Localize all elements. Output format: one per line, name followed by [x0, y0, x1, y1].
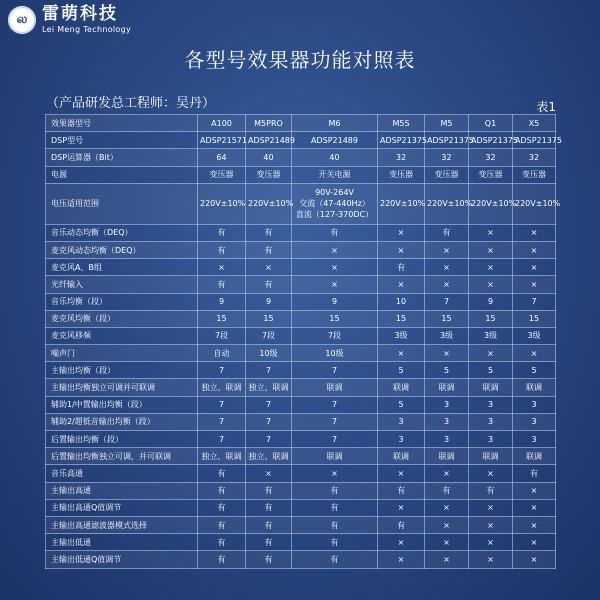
table-cell: ×: [469, 516, 513, 533]
table-cell: ×: [378, 345, 425, 362]
row-label: 主输出均衡（段）: [46, 362, 198, 379]
table-cell: 10级: [292, 345, 378, 362]
table-row: [46, 259, 556, 276]
table-cell: 有: [198, 224, 246, 241]
table-cell: 5: [425, 362, 469, 379]
table-cell: 开关电源: [292, 166, 378, 183]
table-cell: 32: [425, 149, 469, 166]
table-cell: ×: [513, 259, 556, 276]
table-cell: 有: [292, 516, 378, 533]
table-row: [46, 379, 556, 396]
table-cell: 联调: [513, 448, 556, 465]
table-row: [46, 465, 556, 482]
table-cell: ×: [513, 516, 556, 533]
table-cell: ×: [469, 465, 513, 482]
table-cell: ×: [513, 345, 556, 362]
table-row: [46, 499, 556, 516]
table-cell: 有: [246, 276, 292, 293]
table-cell: 15: [292, 310, 378, 327]
table-cell: 变压器: [378, 166, 425, 183]
table-cell: 7: [246, 396, 292, 413]
table-cell: 有: [378, 482, 425, 499]
table-row: [46, 431, 556, 448]
brand-name-cn: 雷萌科技: [42, 4, 118, 24]
table-cell: 有: [292, 499, 378, 516]
table-cell: ADSP21571: [198, 132, 246, 149]
table-cell: ×: [513, 534, 556, 551]
table-cell: X5: [513, 115, 556, 132]
table-row: [46, 362, 556, 379]
table-cell: 有: [246, 516, 292, 533]
table-row: [46, 293, 556, 310]
table-cell: 有: [246, 499, 292, 516]
table-cell: ×: [425, 241, 469, 258]
table-cell: ×: [469, 224, 513, 241]
table-cell: 15: [425, 310, 469, 327]
table-row: [46, 276, 556, 293]
table-cell: ×: [425, 259, 469, 276]
table-cell: 32: [469, 149, 513, 166]
table-cell: 联调: [378, 379, 425, 396]
table-cell: 有: [198, 534, 246, 551]
brand-logo: [8, 6, 131, 34]
table-cell: 联调: [425, 379, 469, 396]
table-cell: 3: [513, 413, 556, 430]
table-cell: ADSP21489: [246, 132, 292, 149]
table-cell: 自动: [198, 345, 246, 362]
table-cell: 7: [198, 431, 246, 448]
table-cell: ×: [292, 465, 378, 482]
table-cell: 联调: [469, 448, 513, 465]
table-cell: 5: [378, 362, 425, 379]
table-cell: 7: [246, 362, 292, 379]
table-cell: 3: [378, 431, 425, 448]
table-cell: 有: [425, 482, 469, 499]
row-label: 主输出高通: [46, 482, 198, 499]
table-cell: 7: [198, 396, 246, 413]
table-cell: 7: [292, 413, 378, 430]
table-row: [46, 413, 556, 430]
table-cell: 独立、联调: [198, 379, 246, 396]
table-cell: 5: [469, 362, 513, 379]
row-label: 电压适用范围: [46, 183, 198, 224]
table-cell: 变压器: [198, 166, 246, 183]
table-cell: ADSP21375: [378, 132, 425, 149]
table-cell: 40: [292, 149, 378, 166]
table-cell: ×: [378, 534, 425, 551]
row-label: 主输出均衡独立可调并可联调: [46, 379, 198, 396]
table-cell: 7: [246, 413, 292, 430]
table-cell: Q1: [469, 115, 513, 132]
table-cell: 220V±10%: [469, 183, 513, 224]
table-cell: 5: [513, 362, 556, 379]
row-label: DSP运算器（Bit）: [46, 149, 198, 166]
table-cell: 有: [246, 551, 292, 568]
table-cell: ADSP21375: [425, 132, 469, 149]
table-cell: ×: [513, 224, 556, 241]
table-cell: 联调: [513, 379, 556, 396]
table-cell: 9: [198, 293, 246, 310]
table-cell: ×: [513, 241, 556, 258]
page-title: 各型号效果器功能对照表: [184, 48, 416, 72]
table-cell: 有: [198, 516, 246, 533]
table-cell: ×: [292, 276, 378, 293]
table-cell: 5: [378, 396, 425, 413]
table-cell: ADSP21375: [469, 132, 513, 149]
table-cell: 3级: [469, 327, 513, 344]
table-cell: ×: [469, 259, 513, 276]
table-cell: 90V-264V 交流（47-440Hz） 直流（127-370DC）: [292, 183, 378, 224]
table-row: [46, 166, 556, 183]
row-label: 主输出高通Q值调节: [46, 499, 198, 516]
table-cell: 变压器: [513, 166, 556, 183]
table-cell: 3级: [378, 327, 425, 344]
table-cell: 40: [246, 149, 292, 166]
table-cell: 7: [198, 362, 246, 379]
table-cell: M5S: [378, 115, 425, 132]
table-row: [46, 482, 556, 499]
table-cell: 变压器: [469, 166, 513, 183]
row-label: 主输出高通滤波器模式选择: [46, 516, 198, 533]
table-cell: ×: [513, 499, 556, 516]
table-cell: ×: [246, 259, 292, 276]
brand-name-en: Lei Meng Technology: [42, 25, 132, 34]
table-cell: ×: [513, 482, 556, 499]
table-cell: ×: [469, 345, 513, 362]
table-cell: ×: [292, 259, 378, 276]
table-cell: 10级: [246, 345, 292, 362]
table-cell: 7段: [246, 327, 292, 344]
table-cell: ×: [513, 551, 556, 568]
table-cell: 独立、联调: [198, 448, 246, 465]
comparison-table: [45, 114, 562, 569]
table-cell: 有: [292, 482, 378, 499]
table-number: 表1: [536, 100, 556, 114]
table-cell: M5PRO: [246, 115, 292, 132]
table-cell: 7: [292, 362, 378, 379]
table-cell: 有: [246, 482, 292, 499]
table-cell: ×: [513, 276, 556, 293]
table-cell: 15: [469, 310, 513, 327]
row-label: 麦克风移频: [46, 327, 198, 344]
table-cell: 7: [292, 431, 378, 448]
table-cell: 独立、联调: [246, 379, 292, 396]
table-cell: 32: [513, 149, 556, 166]
engineer-credit: （产品研发总工程师：吴丹）: [46, 96, 216, 111]
table-cell: 有: [292, 551, 378, 568]
table-cell: 220V±10%: [378, 183, 425, 224]
table-row: [46, 115, 556, 132]
table-row: [46, 551, 556, 568]
table-cell: 变压器: [246, 166, 292, 183]
table-cell: 联调: [469, 379, 513, 396]
table-cell: ×: [425, 516, 469, 533]
table-cell: 联调: [292, 448, 378, 465]
row-label: 主输出低通Q值调节: [46, 551, 198, 568]
table-cell: 有: [513, 465, 556, 482]
table-row: [46, 310, 556, 327]
table-cell: 7: [198, 413, 246, 430]
table-row: [46, 345, 556, 362]
table-cell: 3: [378, 413, 425, 430]
table-cell: 有: [198, 482, 246, 499]
table-cell: M6: [292, 115, 378, 132]
table-cell: 有: [292, 534, 378, 551]
table-cell: 3: [425, 431, 469, 448]
table-cell: ×: [246, 465, 292, 482]
table-cell: 7段: [198, 327, 246, 344]
table-cell: 有: [469, 482, 513, 499]
table-cell: ×: [378, 551, 425, 568]
table-cell: 7: [292, 396, 378, 413]
table-cell: 7: [425, 293, 469, 310]
table-cell: ×: [469, 276, 513, 293]
row-label: 麦克风A、B组: [46, 259, 198, 276]
table-cell: ×: [425, 551, 469, 568]
table-cell: 有: [198, 499, 246, 516]
table-cell: 有: [292, 224, 378, 241]
table-cell: ×: [378, 465, 425, 482]
table-cell: 3: [469, 413, 513, 430]
table-cell: 3级: [513, 327, 556, 344]
table-cell: 3: [425, 413, 469, 430]
table-cell: ×: [425, 345, 469, 362]
row-label: 光纤输入: [46, 276, 198, 293]
table-cell: 有: [198, 241, 246, 258]
table-cell: 9: [246, 293, 292, 310]
table-cell: ×: [469, 551, 513, 568]
row-label: 麦克风动态均衡（DEQ）: [46, 241, 198, 258]
row-label: 效果器型号: [46, 115, 198, 132]
table-cell: M5: [425, 115, 469, 132]
table-cell: 32: [378, 149, 425, 166]
table-cell: 3级: [425, 327, 469, 344]
table-cell: 变压器: [425, 166, 469, 183]
table-row: [46, 327, 556, 344]
row-label: 音乐均衡（段）: [46, 293, 198, 310]
row-label: 后置输出均衡独立可调，并可联调: [46, 448, 198, 465]
table-cell: 64: [198, 149, 246, 166]
row-label: 辅助1/中置输出均衡（段）: [46, 396, 198, 413]
table-cell: 有: [198, 551, 246, 568]
table-cell: ADSP21489: [292, 132, 378, 149]
table-cell: 3: [513, 396, 556, 413]
table-row: [46, 149, 556, 166]
table-cell: ×: [378, 224, 425, 241]
table-row: [46, 516, 556, 533]
table-row: [46, 241, 556, 258]
table-cell: 15: [198, 310, 246, 327]
table-cell: 15: [513, 310, 556, 327]
table-cell: 9: [469, 293, 513, 310]
table-cell: 15: [246, 310, 292, 327]
table-cell: 有: [198, 276, 246, 293]
table-cell: 220V±10%: [513, 183, 556, 224]
table-cell: 联调: [378, 448, 425, 465]
table-row: [46, 396, 556, 413]
row-label: 后置输出均衡（段）: [46, 431, 198, 448]
table-cell: 联调: [425, 448, 469, 465]
table-cell: ×: [425, 465, 469, 482]
table-cell: 有: [198, 465, 246, 482]
row-label: 噪声门: [46, 345, 198, 362]
table-cell: 3: [469, 431, 513, 448]
table-cell: 7段: [292, 327, 378, 344]
table-cell: 3: [425, 396, 469, 413]
table-cell: A100: [198, 115, 246, 132]
table-cell: ×: [378, 276, 425, 293]
table-cell: ×: [378, 241, 425, 258]
table-cell: 有: [378, 259, 425, 276]
row-label: 音乐高通: [46, 465, 198, 482]
table-row: [46, 224, 556, 241]
table-cell: ×: [425, 534, 469, 551]
table-cell: ×: [425, 276, 469, 293]
row-label: 辅助2/超低音输出均衡（段）: [46, 413, 198, 430]
table-cell: ×: [198, 259, 246, 276]
table-cell: ×: [378, 499, 425, 516]
table-cell: 有: [246, 534, 292, 551]
table-cell: 有: [378, 516, 425, 533]
table-cell: 有: [246, 224, 292, 241]
table-cell: ADSP21375: [513, 132, 556, 149]
table-cell: 独立、联调: [246, 448, 292, 465]
row-label: 主输出低通: [46, 534, 198, 551]
table-cell: 有: [425, 224, 469, 241]
table-cell: 220V±10%: [246, 183, 292, 224]
logo-icon: ல: [8, 6, 36, 34]
row-label: DSP型号: [46, 132, 198, 149]
table-cell: 7: [246, 431, 292, 448]
table-cell: 10: [378, 293, 425, 310]
table-cell: 15: [378, 310, 425, 327]
table-cell: 3: [513, 431, 556, 448]
table-row: [46, 132, 556, 149]
table-cell: 9: [292, 293, 378, 310]
table-cell: 3: [469, 396, 513, 413]
table-cell: ×: [469, 534, 513, 551]
table-cell: ×: [469, 499, 513, 516]
row-label: 麦克风均衡（段）: [46, 310, 198, 327]
table-cell: ×: [425, 499, 469, 516]
table-cell: 有: [246, 241, 292, 258]
table-cell: 联调: [292, 379, 378, 396]
table-cell: 220V±10%: [425, 183, 469, 224]
table-cell: ×: [469, 241, 513, 258]
table-cell: 7: [513, 293, 556, 310]
table-cell: ×: [292, 241, 378, 258]
row-label: 音乐动态均衡（DEQ）: [46, 224, 198, 241]
table-row: [46, 448, 556, 465]
table-row: [46, 534, 556, 551]
table-cell: 220V±10%: [198, 183, 246, 224]
table-row: [46, 183, 556, 224]
row-label: 电源: [46, 166, 198, 183]
